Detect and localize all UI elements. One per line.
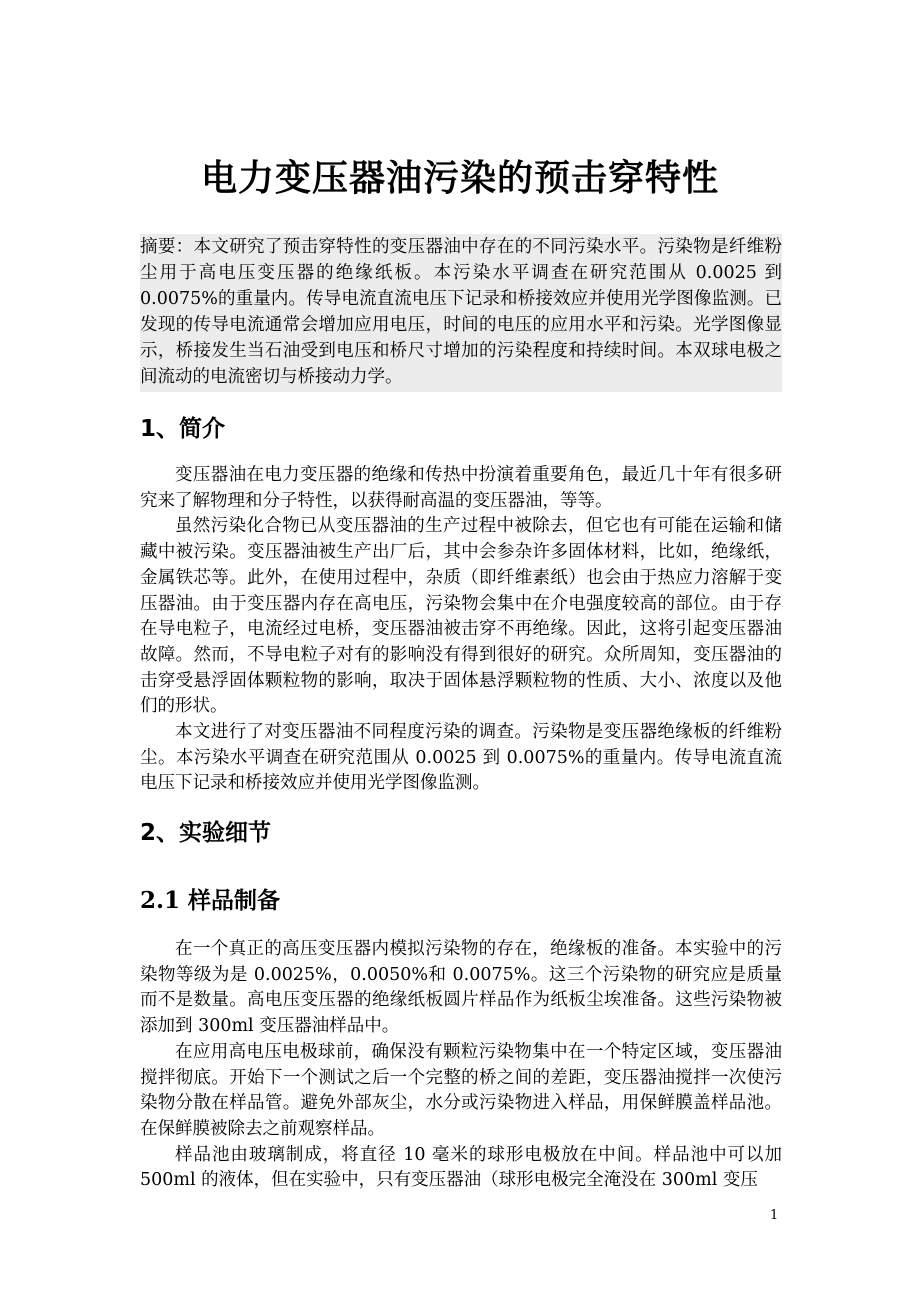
section-heading-intro: 1、简介 bbox=[140, 416, 226, 442]
paragraph: 在一个真正的高压变压器内模拟污染物的存在，绝缘板的准备。本实验中的污染物等级为是 0.0025%，0.0050%和 0.0075%。这三个污染物的研究应是质量而不是数量。高电压变压器的绝缘纸板圆片样品作为纸板尘埃准备。这些污染物被添加到 300ml 变压器油样品中。 bbox=[140, 939, 782, 1037]
abstract-text: 本文研究了预击穿特性的变压器油中存在的不同污染水平。污染物是纤维粉尘用于高电压变压器的绝缘纸板。本污染水平调查在研究范围从 0.0025 到 0.0075%的重量内。传导电流直流电压下记录和桥接效应并使用光学图像监测。已发现的传导电流通常会增加应用电压，时间的电压的应用水平和污染。光学图像显示，桥接发生当石油受到电压和桥尺寸增加的污染程度和持续时间。本双球电极之间流动的电流密切与桥接动力学。 bbox=[140, 237, 783, 387]
section-intro-body bbox=[140, 463, 782, 797]
paragraph: 变压器油在电力变压器的绝缘和传热中扮演着重要角色，最近几十年有很多研究来了解物理和分子特性，以获得耐高温的变压器油，等等。 bbox=[140, 465, 782, 511]
subsection-heading-sample-prep: 2.1 样品制备 bbox=[140, 887, 281, 914]
page-number: 1 bbox=[770, 1208, 779, 1223]
section-heading-experiment: 2、实验细节 bbox=[140, 820, 272, 846]
paragraph: 样品池由玻璃制成，将直径 10 毫米的球形电极放在中间。样品池中可以加 500ml 的液体，但在实验中，只有变压器油（球形电极完全淹没在 300ml 变压 bbox=[140, 1144, 782, 1191]
paragraph: 在应用高电压电极球前，确保没有颗粒污染物集中在一个特定区域，变压器油搅拌彻底。开始下一个测试之后一个完整的桥之间的差距，变压器油搅拌一次使污染物分散在样品管。避免外部灰尘，水分或污染物进入样品，用保鲜膜盖样品池。在保鲜膜被除去之前观察样品。 bbox=[140, 1041, 782, 1139]
abstract-block bbox=[140, 234, 782, 392]
paragraph: 虽然污染化合物已从变压器油的生产过程中被除去，但它也有可能在运输和储藏中被污染。变压器油被生产出厂后，其中会参杂许多固体材料，比如，绝缘纸，金属铁芯等。此外，在使用过程中，杂质（即纤维素纸）也会由于热应力溶解于变压器油。由于变压器内存在高电压，污染物会集中在介电强度较高的部位。由于存在导电粒子，电流经过电桥，变压器油被击穿不再绝缘。因此，这将引起变压器油故障。然而，不导电粒子对有的影响没有得到很好的研究。众所周知，变压器油的击穿受悬浮固体颗粒物的影响，取决于固体悬浮颗粒物的性质、大小、浓度以及他们的形状。 bbox=[140, 516, 782, 717]
paragraph: 本文进行了对变压器油不同程度污染的调查。污染物是变压器绝缘板的纤维粉尘。本污染水平调查在研究范围从 0.0025 到 0.0075%的重量内。传导电流直流电压下记录和桥接效应并使用光学图像监测。 bbox=[140, 722, 782, 794]
abstract-label: 摘要： bbox=[140, 237, 194, 257]
section-sample-prep-body bbox=[140, 937, 782, 1194]
paper-title: 电力变压器油污染的预击穿特性 bbox=[200, 158, 719, 199]
